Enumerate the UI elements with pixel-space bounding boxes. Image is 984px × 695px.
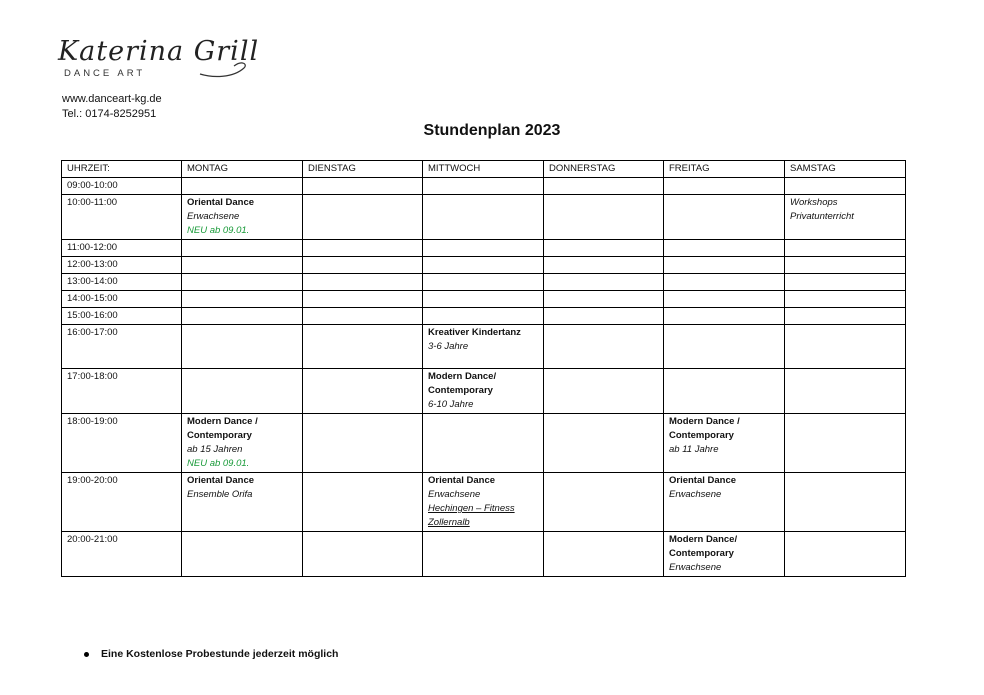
logo-script: Katerina Grill [58,36,260,67]
schedule-cell [664,195,785,240]
class-text: Contemporary [669,430,734,441]
schedule-cell [303,473,423,532]
schedule-cell [544,308,664,325]
table-row [62,291,906,308]
time-cell: 10:00-11:00 [62,195,182,240]
table-row [62,308,906,325]
note-text: Eine Kostenlose Probestunde jederzeit möglich [101,648,339,660]
schedule-cell [182,195,303,240]
schedule-cell [664,414,785,473]
schedule-cell [664,473,785,532]
schedule-cell [664,274,785,291]
table-row [62,240,906,257]
schedule-cell [303,195,423,240]
note [84,648,338,660]
schedule-cell [303,291,423,308]
schedule-cell [182,369,303,414]
header-cell: MITTWOCH [423,161,544,178]
class-text: Contemporary [187,430,252,441]
schedule-cell [423,325,544,369]
schedule-cell [423,178,544,195]
bullet-icon [84,652,89,657]
schedule-cell [182,325,303,369]
schedule-cell [664,257,785,274]
time-cell: 12:00-13:00 [62,257,182,274]
schedule-cell [423,274,544,291]
class-text: Erwachsene [669,562,722,573]
schedule-cell [785,473,906,532]
schedule-cell [785,532,906,577]
time-cell: 11:00-12:00 [62,240,182,257]
schedule-cell [423,291,544,308]
schedule-cell [785,291,906,308]
table-row [62,532,906,577]
schedule-cell [664,291,785,308]
class-text: Zollernalb [428,517,470,528]
class-text: Oriental Dance [187,197,255,208]
schedule-cell [423,532,544,577]
class-text: Workshops [790,197,838,208]
schedule-body [62,178,906,577]
schedule-cell [785,325,906,369]
class-text: Kreativer Kindertanz [428,327,521,338]
class-text: NEU ab 09.01. [187,225,250,236]
schedule-cell [664,325,785,369]
header-cell: UHRZEIT: [62,161,182,178]
table-row [62,274,906,291]
schedule-cell [785,414,906,473]
class-text: 6-10 Jahre [428,399,474,410]
schedule-cell [664,178,785,195]
class-text: ab 11 Jahre [669,444,719,455]
schedule-cell [303,532,423,577]
schedule-cell [544,240,664,257]
table-row [62,369,906,414]
class-text: Erwachsene [428,489,481,500]
header-cell: FREITAG [664,161,785,178]
schedule-cell [182,532,303,577]
schedule-cell [785,257,906,274]
schedule-cell [423,195,544,240]
logo [58,36,260,86]
class-text: Oriental Dance [187,475,255,486]
schedule-cell [785,240,906,257]
contact-block [62,92,162,122]
schedule-cell [785,274,906,291]
schedule-cell [182,308,303,325]
schedule-cell [423,240,544,257]
schedule-cell [423,473,544,532]
schedule-cell [182,240,303,257]
class-text: Modern Dance/ [669,534,738,545]
schedule-cell [423,308,544,325]
schedule-cell [303,369,423,414]
schedule-cell [182,274,303,291]
schedule-cell [785,195,906,240]
class-text: 3-6 Jahre [428,341,469,352]
schedule-cell [664,240,785,257]
schedule-cell [544,414,664,473]
time-cell: 16:00-17:00 [62,325,182,369]
schedule-cell [544,274,664,291]
class-text: Contemporary [669,548,734,559]
class-text: Oriental Dance [428,475,496,486]
schedule-cell [303,178,423,195]
schedule-cell [303,257,423,274]
schedule-cell [664,308,785,325]
schedule-cell [544,291,664,308]
table-header-row [62,161,906,178]
table-row [62,257,906,274]
time-cell: 20:00-21:00 [62,532,182,577]
class-text: Oriental Dance [669,475,737,486]
schedule-table [61,160,906,577]
schedule-cell [544,195,664,240]
time-cell: 19:00-20:00 [62,473,182,532]
website-link[interactable]: www.danceart-kg.de [62,93,162,105]
class-text: Contemporary [428,385,493,396]
schedule-cell [423,257,544,274]
class-text: ab 15 Jahren [187,444,243,455]
schedule-cell [423,369,544,414]
class-text: Modern Dance / [187,416,258,427]
page-title: Stundenplan 2023 [423,122,561,139]
schedule-cell [182,291,303,308]
table-row [62,473,906,532]
time-cell: 13:00-14:00 [62,274,182,291]
schedule-cell [303,308,423,325]
schedule-cell [544,325,664,369]
schedule-cell [544,369,664,414]
schedule-cell [544,473,664,532]
table-row [62,325,906,369]
table-row [62,195,906,240]
time-cell: 09:00-10:00 [62,178,182,195]
time-cell: 17:00-18:00 [62,369,182,414]
schedule-cell [182,414,303,473]
class-text: Ensemble Orifa [187,489,253,500]
schedule-cell [182,257,303,274]
header-cell: DIENSTAG [303,161,423,178]
schedule-cell [182,178,303,195]
schedule-cell [664,532,785,577]
time-cell: 15:00-16:00 [62,308,182,325]
schedule-cell [303,274,423,291]
schedule-cell [544,257,664,274]
schedule-cell [182,473,303,532]
table-row [62,178,906,195]
phone-number: Tel.: 0174-8252951 [62,108,157,120]
class-text: Privatunterricht [790,211,854,222]
class-text: Modern Dance/ [428,371,497,382]
schedule-cell [544,178,664,195]
class-text: NEU ab 09.01. [187,458,250,469]
schedule-cell [303,240,423,257]
header-cell: SAMSTAG [785,161,906,178]
class-text: Hechingen – Fitness [428,503,515,514]
schedule-cell [303,414,423,473]
schedule-cell [544,532,664,577]
header-cell: DONNERSTAG [544,161,664,178]
schedule-cell [423,414,544,473]
class-text: Erwachsene [187,211,240,222]
time-cell: 18:00-19:00 [62,414,182,473]
schedule-cell [785,178,906,195]
table-row [62,414,906,473]
class-text: Modern Dance / [669,416,740,427]
header-cell: MONTAG [182,161,303,178]
schedule-cell [785,369,906,414]
time-cell: 14:00-15:00 [62,291,182,308]
schedule-cell [785,308,906,325]
logo-swash-icon [198,44,248,80]
schedule-cell [303,325,423,369]
schedule-cell [664,369,785,414]
logo-subtitle: DANCE ART [64,68,146,79]
class-text: Erwachsene [669,489,722,500]
